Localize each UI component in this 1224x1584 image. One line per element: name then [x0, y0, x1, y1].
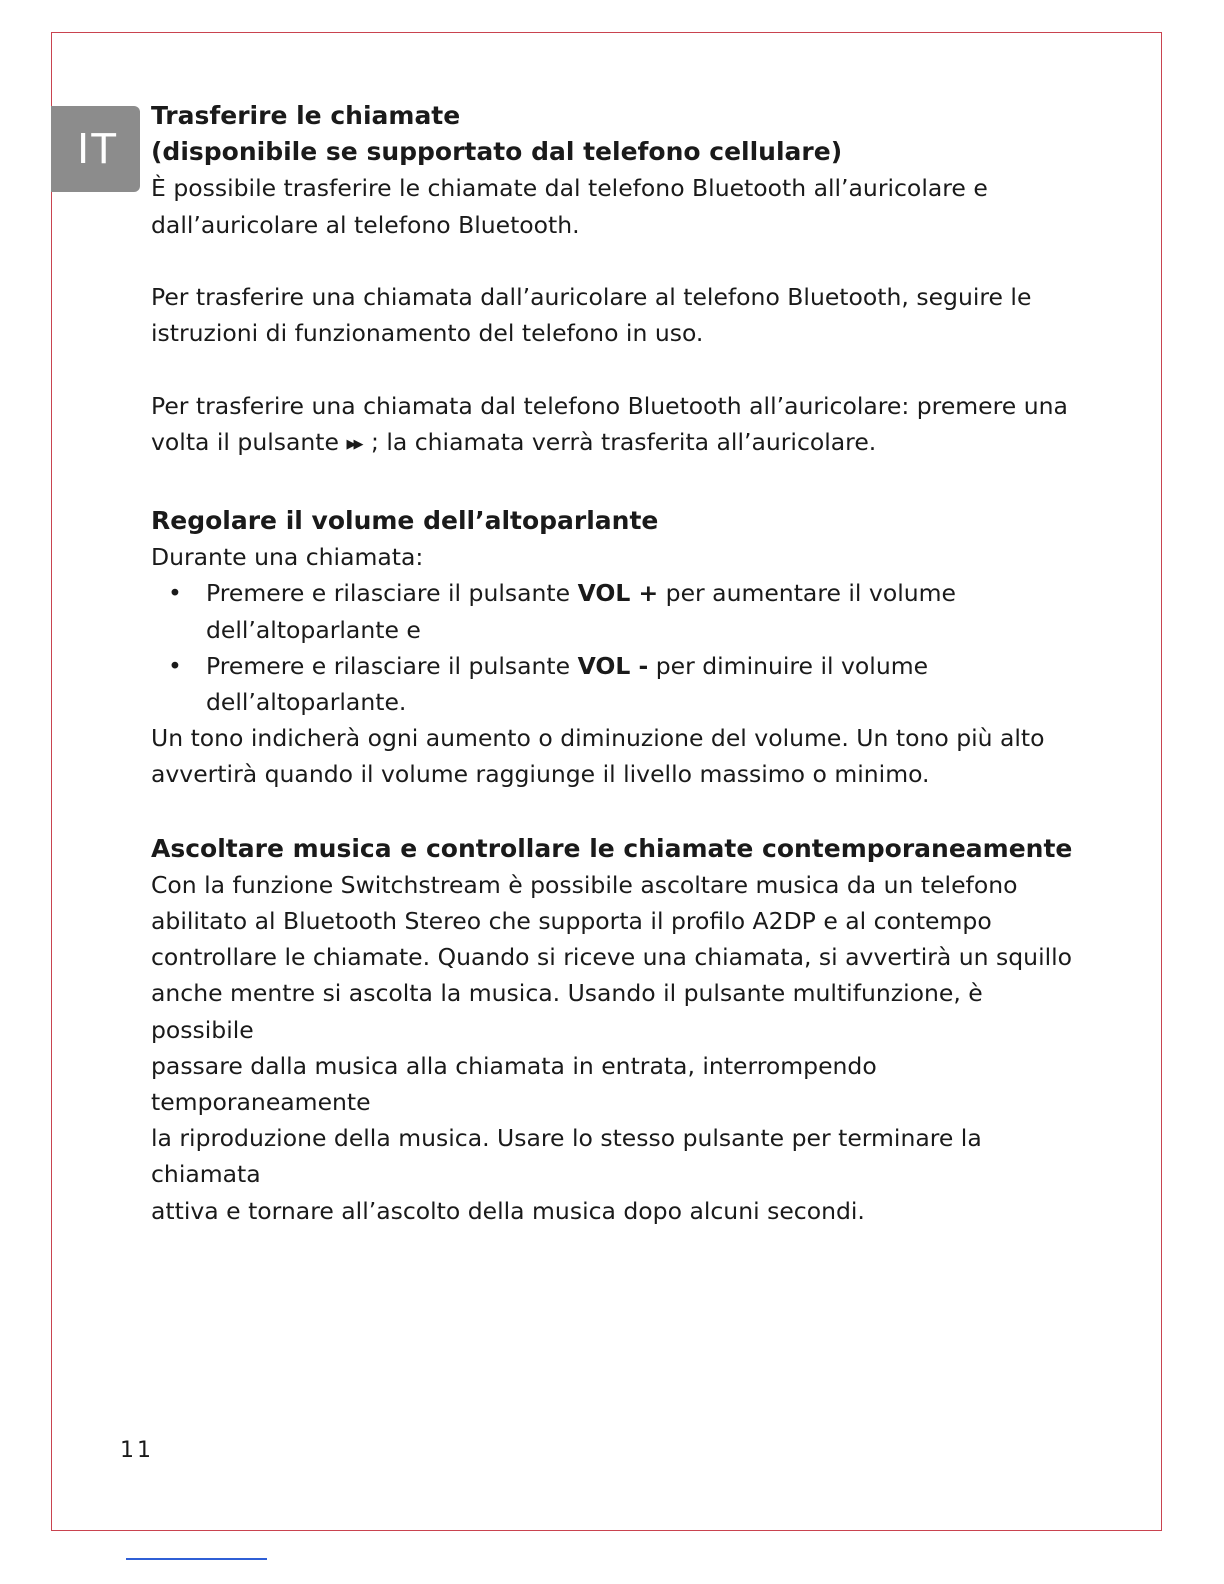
language-tab: IT	[51, 106, 140, 192]
key-label-vol-minus: VOL -	[577, 651, 649, 680]
list-item-text: per aumentare il volume	[665, 579, 956, 608]
paragraph-line: anche mentre si ascolta la musica. Usando il pulsante multifunzione, è possibile	[151, 979, 983, 1044]
bullet-icon: •	[168, 579, 182, 608]
paragraph-line: Per trasferire una chiamata dall’auricolare al telefono Bluetooth, seguire le	[151, 283, 1032, 311]
paragraph-line: Durante una chiamata:	[151, 543, 424, 572]
paragraph-line: passare dalla musica alla chiamata in entrata, interrompendo temporaneamente	[151, 1051, 877, 1117]
list-item-text: per diminuire il volume	[655, 651, 929, 680]
paragraph-text: ; la chiamata verrà trasferita all’auricolare.	[370, 427, 877, 456]
key-label-vol-plus: VOL +	[577, 579, 659, 608]
section-heading-transfer-calls-note: (disponibile se supportato dal telefono cellulare)	[151, 137, 843, 167]
paragraph-line: Con la funzione Switchstream è possibile ascoltare musica da un telefono	[151, 870, 1018, 899]
paragraph-line-with-icon	[151, 424, 1091, 463]
paragraph-line: attiva e tornare all’ascolto della musica dopo alcuni secondi.	[151, 1196, 865, 1225]
paragraph-line: istruzioni di funzionamento del telefono in uso.	[151, 319, 704, 348]
paragraph-line: Un tono indicherà ogni aumento o diminuzione del volume. Un tono più alto	[151, 724, 1045, 753]
list-item	[151, 648, 1091, 720]
paragraph-line: avvertirà quando il volume raggiunge il livello massimo o minimo.	[151, 760, 930, 789]
paragraph-line: la riproduzione della musica. Usare lo stesso pulsante per terminare la chiamata	[151, 1124, 982, 1189]
section-heading-volume: Regolare il volume dell’altoparlante	[151, 506, 659, 535]
page-number: 11	[120, 1438, 154, 1463]
bullet-icon: •	[168, 651, 182, 680]
fast-forward-icon: ▶▶	[346, 436, 361, 452]
paragraph-line: dall’auricolare al telefono Bluetooth.	[151, 210, 580, 239]
bullet-list	[151, 575, 1091, 720]
paragraph-line: È possibile trasferire le chiamate dal telefono Bluetooth all’auricolare e	[151, 174, 988, 203]
paragraph-line: Per trasferire una chiamata dal telefono Bluetooth all’auricolare: premere una	[151, 391, 1068, 420]
paragraph-line: abilitato al Bluetooth Stereo che supporta il profilo A2DP e al contempo	[151, 907, 992, 936]
decorative-underline	[126, 1558, 267, 1560]
list-item-text: Premere e rilasciare il pulsante	[206, 651, 571, 680]
section-heading-transfer-calls: Trasferire le chiamate	[151, 101, 461, 130]
list-item-text: dell’altoparlante.	[206, 688, 407, 717]
paragraph-line: controllare le chiamate. Quando si riceve una chiamata, si avvertirà un squillo	[151, 943, 1073, 972]
page-content	[151, 98, 1091, 1229]
list-item-text: Premere e rilasciare il pulsante	[206, 579, 571, 608]
section-heading-switchstream: Ascoltare musica e controllare le chiamate contemporaneamente	[151, 833, 1073, 863]
list-item-text: dell’altoparlante e	[206, 615, 421, 644]
list-item	[151, 575, 1091, 647]
paragraph-text: volta il pulsante	[151, 427, 339, 456]
